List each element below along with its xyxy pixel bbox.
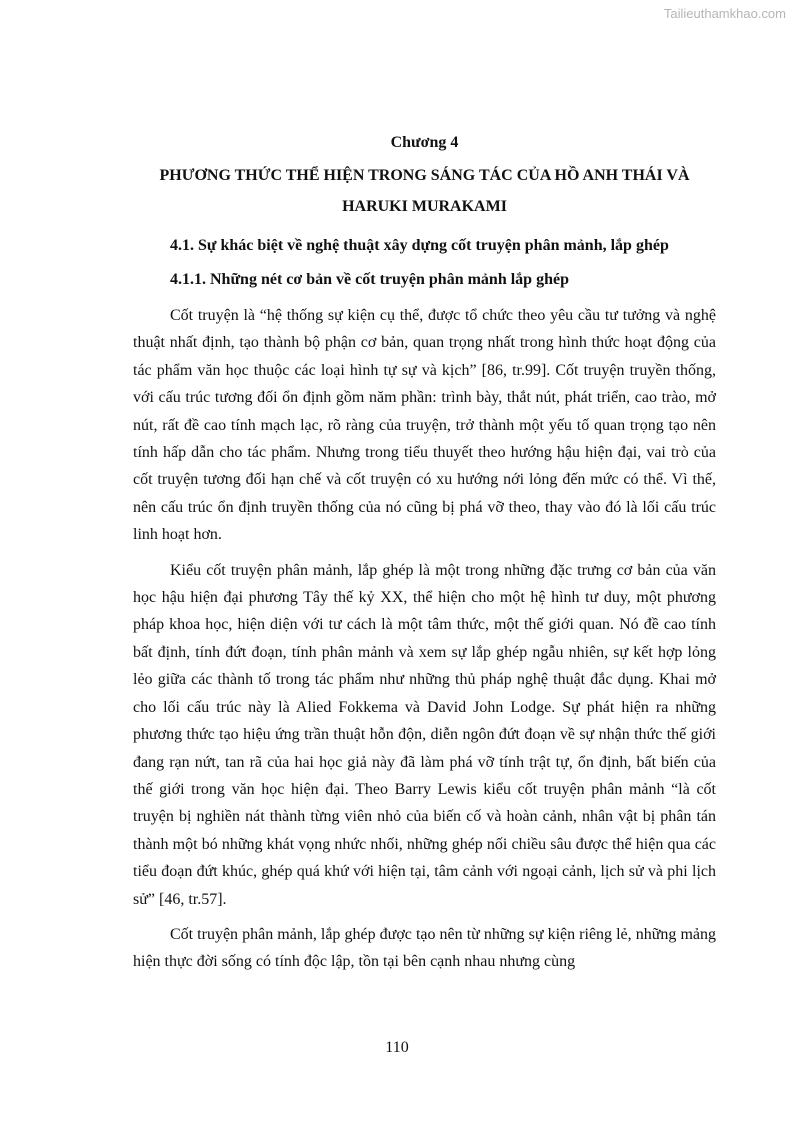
document-body (133, 129, 716, 976)
subsection-heading: 4.1.1. Những nét cơ bản về cốt truyện phân mảnh lắp ghép (170, 271, 569, 288)
section-heading: 4.1. Sự khác biệt về nghệ thuật xây dựng cốt truyện phân mảnh, lắp ghép (170, 237, 669, 254)
watermark: Tailieuthamkhao.com (663, 6, 786, 21)
chapter-title: PHƯƠNG THỨC THỂ HIỆN TRONG SÁNG TÁC CỦA HỒ ANH THÁI VÀ HARUKI MURAKAMI (159, 167, 690, 215)
paragraph: Cốt truyện là “hệ thống sự kiện cụ thể, được tổ chức theo yêu cầu tư tưởng và nghệ thuật nhất định, tạo thành bộ phận cơ bản, quan trọng nhất trong hình thức hoạt động của tác phẩm văn học thuộc các loại hình tự sự và kịch” [86, tr.99]. Cốt truyện truyền thống, với cấu trúc tương đối ổn định gồm năm phần: trình bày, thắt nút, phát triển, cao trào, mở nút, rất đề cao tính mạch lạc, rõ ràng của truyện, trở thành một yếu tố quan trọng tạo nên tính hấp dẫn cho tác phẩm. Nhưng trong tiểu thuyết theo hướng hậu hiện đại, vai trò của cốt truyện tương đối hạn chế và cốt truyện có xu hướng nới lỏng đến mức có thể. Vì thế, nên cấu trúc ổn định truyền thống của nó cũng bị phá vỡ theo, thay vào đó là lối cấu trúc linh hoạt hơn. (133, 307, 716, 544)
chapter-label: Chương 4 (390, 134, 459, 151)
paragraph: Cốt truyện phân mảnh, lắp ghép được tạo nên từ những sự kiện riêng lẻ, những mảng hiện thực đời sống có tính độc lập, tồn tại bên cạnh nhau nhưng cùng (133, 925, 716, 971)
page-number: 110 (385, 1039, 409, 1056)
paragraph: Kiểu cốt truyện phân mảnh, lắp ghép là một trong những đặc trưng cơ bản của văn học hậu hiện đại phương Tây thế kỷ XX, thể hiện cho một hệ hình tư duy, một phương pháp khoa học, hiện diện với tư cách là một tâm thức, một thế giới quan. Nó đề cao tính bất định, tính đứt đoạn, tính phân mảnh và xem sự lắp ghép ngẫu nhiên, sự kết hợp lỏng lẻo giữa các thành tố trong tác phẩm như những thủ pháp nghệ thuật đắc dụng. Khai mở cho lối cấu trúc này là Alied Fokkema và David John Lodge. Sự phát hiện ra những phương thức tạo hiệu ứng trần thuật hỗn độn, diễn ngôn đứt đoạn về sự nhận thức thế giới đang rạn nứt, tan rã của hai học giả này đã làm phá vỡ tính trật tự, ổn định, bất biến của thế giới trong văn học hiện đại. Theo Barry Lewis kiểu cốt truyện phân mảnh “là cốt truyện bị nghiền nát thành từng viên nhỏ của biến cố và hoàn cảnh, nhân vật bị phân tán thành một bó những khát vọng nhức nhối, những ghép nối chiều sâu được thể hiện qua các tiểu đoạn đứt khúc, ghép quá khứ với hiện tại, tâm cảnh với ngoại cảnh, lịch sử và phi lịch sử” [46, tr.57]. (133, 561, 716, 908)
